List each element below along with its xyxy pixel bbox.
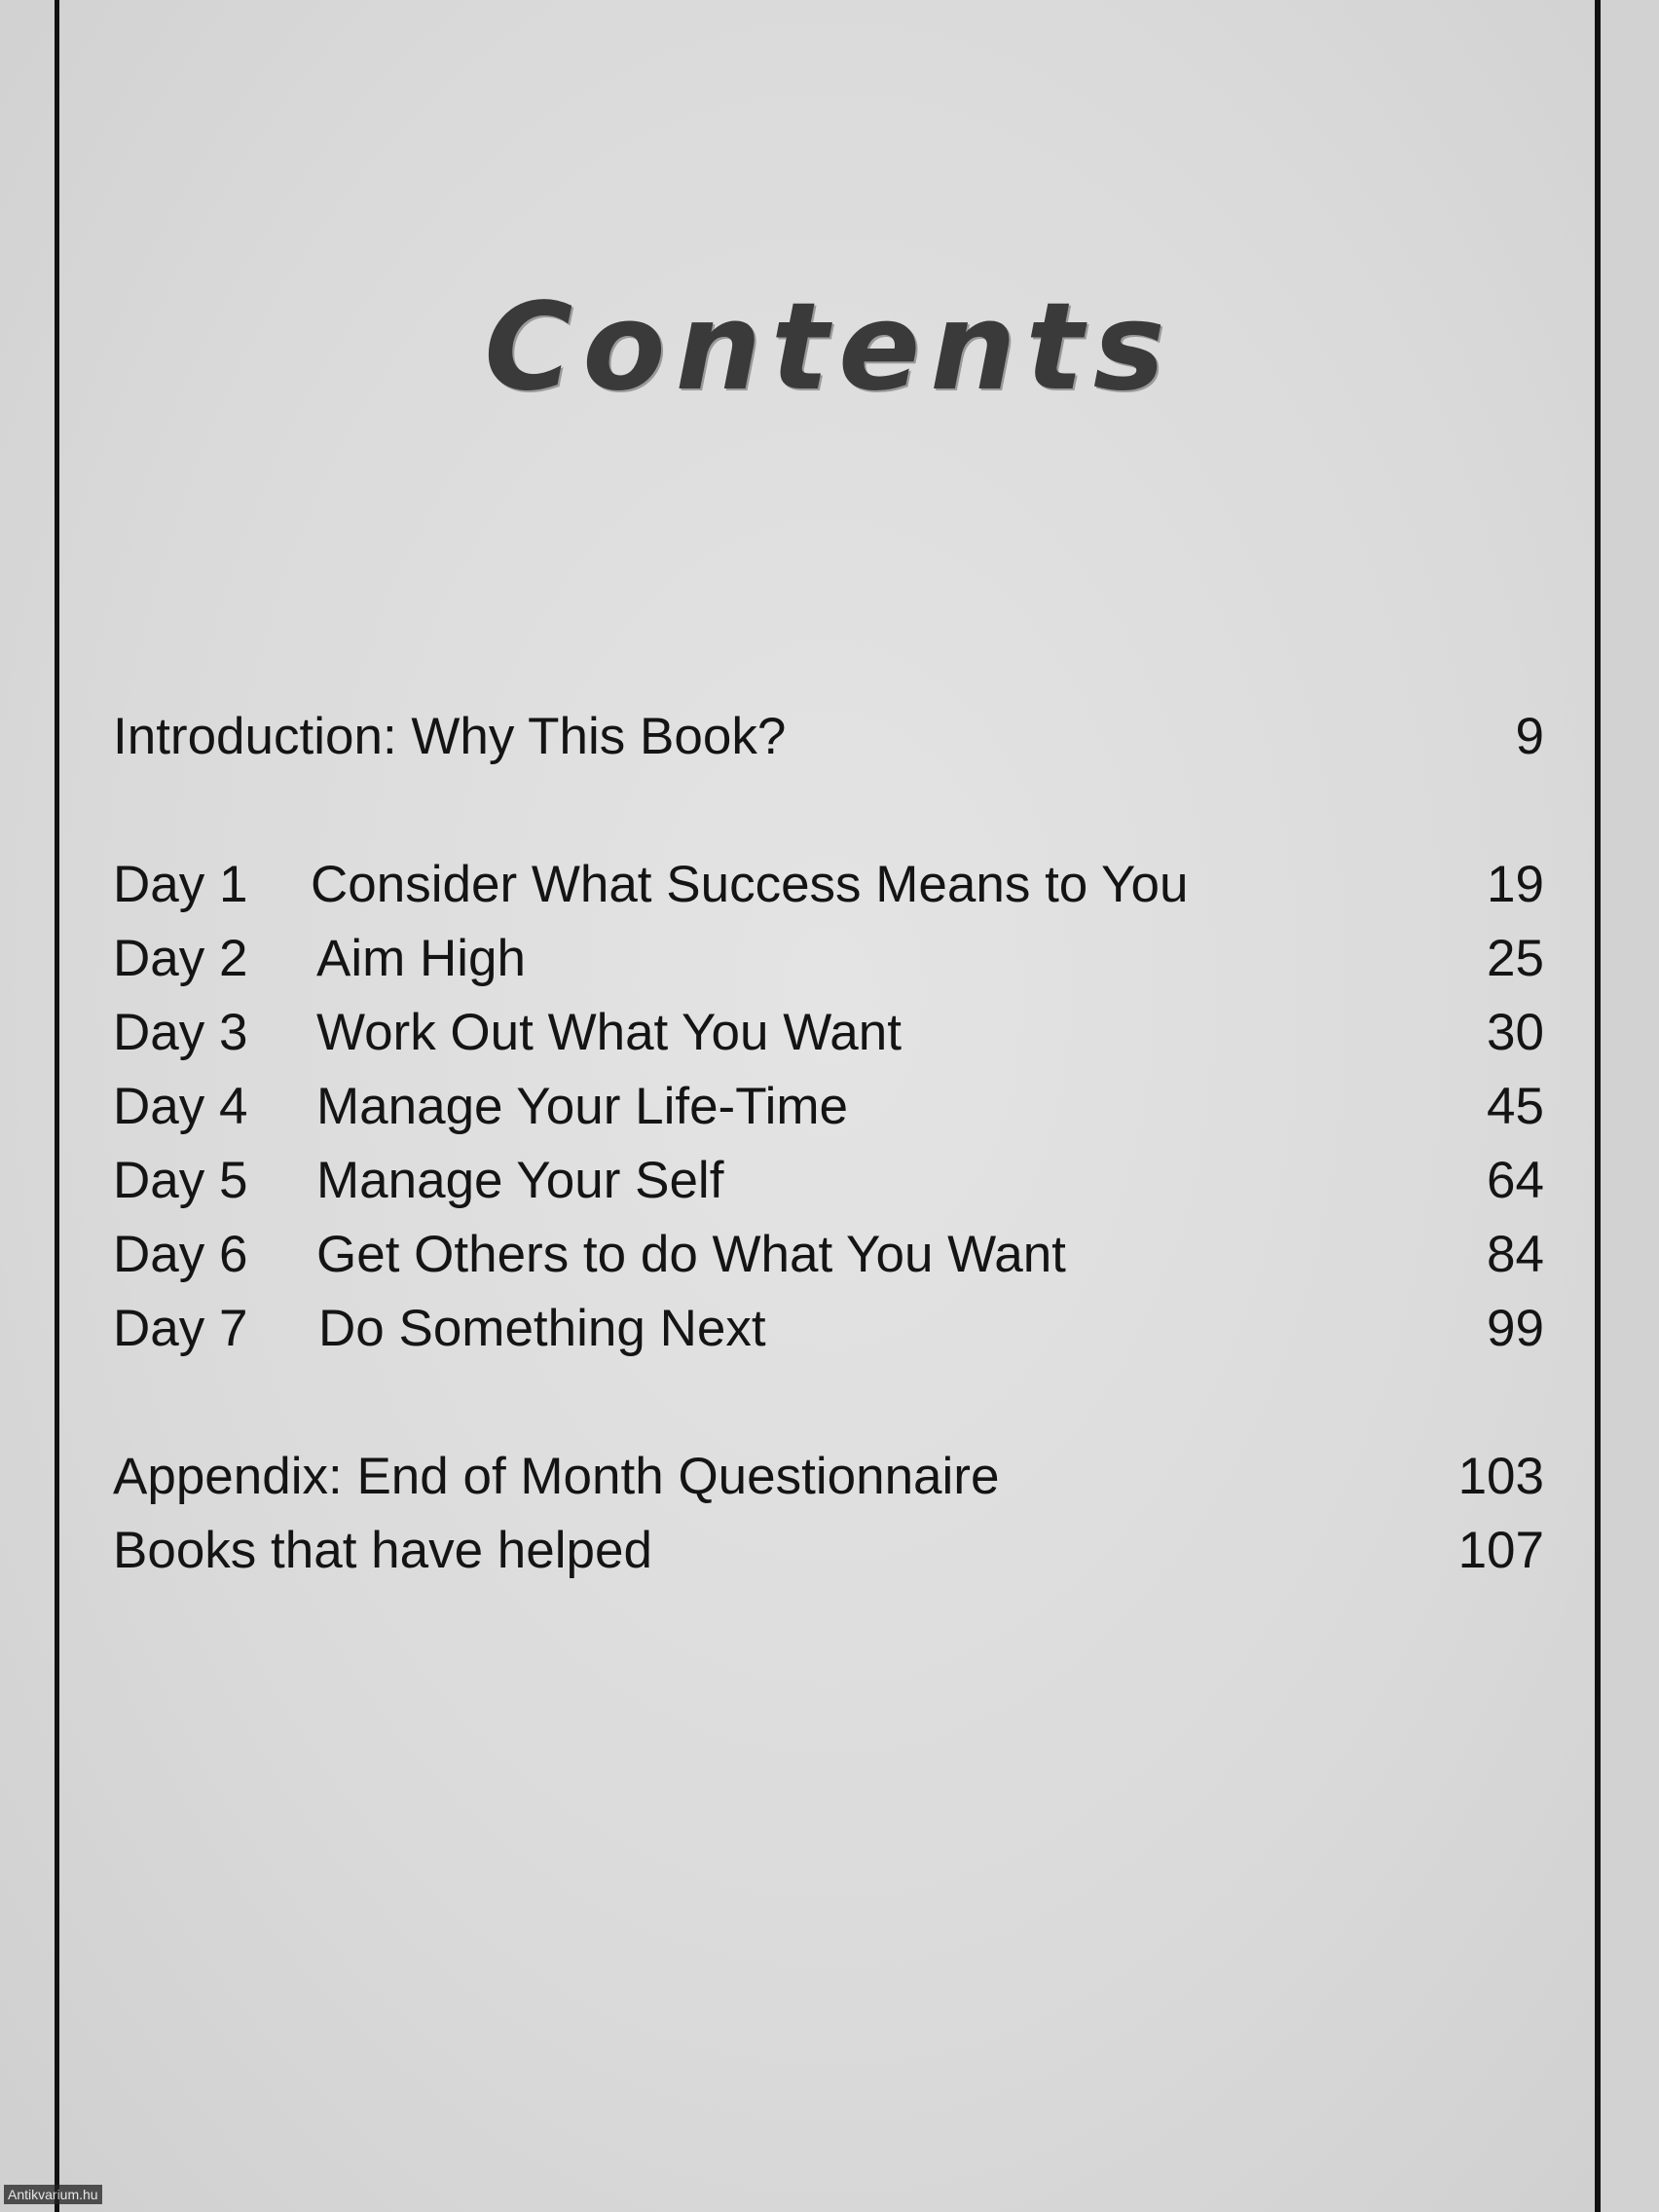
toc-entry-day-7 xyxy=(113,1295,1544,1363)
toc-entry-day-5 xyxy=(113,1147,1544,1215)
toc-day-label: Day 7 xyxy=(113,1300,248,1357)
toc-entry-page: 84 xyxy=(1487,1226,1544,1283)
toc-entry-title: Manage Your Self xyxy=(316,1152,724,1209)
toc-day-label: Day 4 xyxy=(113,1078,248,1135)
toc-day-label: Day 1 xyxy=(113,856,248,913)
toc-entry-title: Books that have helped xyxy=(113,1522,652,1579)
toc-entry-day-2 xyxy=(113,925,1544,993)
toc-entry-page: 30 xyxy=(1487,1004,1544,1061)
toc-entry-page: 19 xyxy=(1487,856,1544,913)
toc-entry-page: 107 xyxy=(1457,1522,1544,1579)
toc-entry-title: Manage Your Life-Time xyxy=(316,1078,849,1135)
page-title: Contents xyxy=(484,277,1175,418)
toc-entry-day-6 xyxy=(113,1221,1544,1289)
toc-entry-title: Appendix: End of Month Questionnaire xyxy=(113,1448,1000,1505)
toc-entry-books xyxy=(113,1517,1544,1585)
toc-entry-day-1 xyxy=(113,851,1544,919)
toc-entry-introduction xyxy=(113,703,1544,771)
toc-entry-page: 103 xyxy=(1457,1448,1544,1505)
toc-entry-day-4 xyxy=(113,1073,1544,1141)
toc-entry-page: 45 xyxy=(1487,1078,1544,1135)
toc-entry-title: Introduction: Why This Book? xyxy=(113,708,787,765)
toc-entry-page: 9 xyxy=(1515,708,1544,765)
toc-entry-page: 25 xyxy=(1487,930,1544,987)
toc-entry-title: Consider What Success Means to You xyxy=(311,856,1189,913)
toc-entry-page: 64 xyxy=(1487,1152,1544,1209)
toc-entry-title: Do Something Next xyxy=(318,1300,766,1357)
toc-entry-title: Get Others to do What You Want xyxy=(316,1226,1066,1283)
toc-entry-page: 99 xyxy=(1487,1300,1544,1357)
toc-entry-title: Aim High xyxy=(316,930,527,987)
toc-entry-appendix xyxy=(113,1443,1544,1511)
toc-day-label: Day 2 xyxy=(113,930,248,987)
toc-entry-day-3 xyxy=(113,999,1544,1067)
toc-day-label: Day 5 xyxy=(113,1152,248,1209)
toc-day-label: Day 3 xyxy=(113,1004,248,1061)
toc-entry-title: Work Out What You Want xyxy=(316,1004,902,1061)
watermark: Antikvarium.hu xyxy=(4,2185,102,2204)
toc-day-label: Day 6 xyxy=(113,1226,248,1283)
